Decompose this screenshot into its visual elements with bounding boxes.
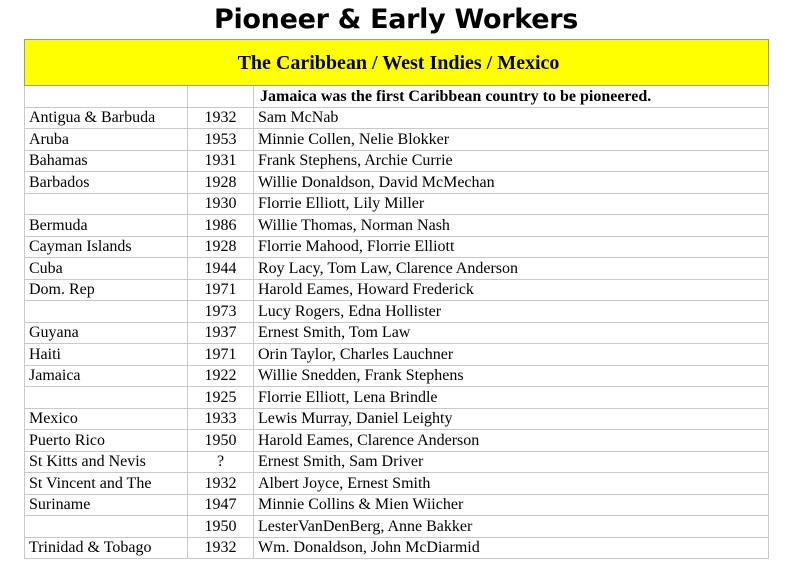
table-row xyxy=(25,258,769,280)
table-row xyxy=(25,451,769,473)
banner-row xyxy=(25,40,769,86)
year-cell: 1971 xyxy=(188,344,254,366)
table-row xyxy=(25,107,769,129)
note-empty-cell xyxy=(188,86,254,108)
country-cell: Bahamas xyxy=(25,150,188,172)
names-cell: Harold Eames, Clarence Anderson xyxy=(254,430,769,452)
names-cell: Minnie Collen, Nelie Blokker xyxy=(254,129,769,151)
year-cell: 1937 xyxy=(188,322,254,344)
names-cell: LesterVanDenBerg, Anne Bakker xyxy=(254,516,769,538)
table-row xyxy=(25,150,769,172)
year-cell: 1932 xyxy=(188,473,254,495)
year-cell: 1971 xyxy=(188,279,254,301)
year-cell: 1947 xyxy=(188,494,254,516)
pioneer-table xyxy=(24,39,769,559)
note-row xyxy=(25,86,769,108)
year-cell: 1933 xyxy=(188,408,254,430)
names-cell: Willie Snedden, Frank Stephens xyxy=(254,365,769,387)
names-cell: Albert Joyce, Ernest Smith xyxy=(254,473,769,495)
country-cell: St Kitts and Nevis xyxy=(25,451,188,473)
year-cell: 1932 xyxy=(188,107,254,129)
year-cell: 1928 xyxy=(188,172,254,194)
year-cell: 1950 xyxy=(188,430,254,452)
names-cell: Wm. Donaldson, John McDiarmid xyxy=(254,537,769,559)
year-cell: 1922 xyxy=(188,365,254,387)
names-cell: Florrie Mahood, Florrie Elliott xyxy=(254,236,769,258)
country-cell xyxy=(25,193,188,215)
table-row xyxy=(25,494,769,516)
table-row xyxy=(25,408,769,430)
table-row xyxy=(25,279,769,301)
table-row xyxy=(25,344,769,366)
names-cell: Lewis Murray, Daniel Leighty xyxy=(254,408,769,430)
country-cell: Mexico xyxy=(25,408,188,430)
year-cell: 1925 xyxy=(188,387,254,409)
country-cell: Guyana xyxy=(25,322,188,344)
table-row xyxy=(25,215,769,237)
country-cell xyxy=(25,387,188,409)
banner-title: The Caribbean / West Indies / Mexico xyxy=(25,40,769,86)
country-cell: Trinidad & Tobago xyxy=(25,537,188,559)
names-cell: Willie Donaldson, David McMechan xyxy=(254,172,769,194)
country-cell: St Vincent and The xyxy=(25,473,188,495)
table-row xyxy=(25,516,769,538)
names-cell: Lucy Rogers, Edna Hollister xyxy=(254,301,769,323)
names-cell: Roy Lacy, Tom Law, Clarence Anderson xyxy=(254,258,769,280)
table-row xyxy=(25,387,769,409)
names-cell: Harold Eames, Howard Frederick xyxy=(254,279,769,301)
country-cell: Suriname xyxy=(25,494,188,516)
country-cell: Haiti xyxy=(25,344,188,366)
table-row xyxy=(25,322,769,344)
names-cell: Sam McNab xyxy=(254,107,769,129)
country-cell: Barbados xyxy=(25,172,188,194)
table-row xyxy=(25,301,769,323)
country-cell: Cuba xyxy=(25,258,188,280)
names-cell: Ernest Smith, Sam Driver xyxy=(254,451,769,473)
names-cell: Frank Stephens, Archie Currie xyxy=(254,150,769,172)
page-title: Pioneer & Early Workers xyxy=(213,4,579,35)
table-row xyxy=(25,473,769,495)
note-empty-cell xyxy=(25,86,188,108)
country-cell: Dom. Rep xyxy=(25,279,188,301)
names-cell: Florrie Elliott, Lily Miller xyxy=(254,193,769,215)
table-row xyxy=(25,172,769,194)
country-cell: Antigua & Barbuda xyxy=(25,107,188,129)
year-cell: 1928 xyxy=(188,236,254,258)
country-cell: Jamaica xyxy=(25,365,188,387)
year-cell: 1973 xyxy=(188,301,254,323)
year-cell: 1932 xyxy=(188,537,254,559)
country-cell: Aruba xyxy=(25,129,188,151)
country-cell xyxy=(25,516,188,538)
country-cell xyxy=(25,301,188,323)
names-cell: Orin Taylor, Charles Lauchner xyxy=(254,344,769,366)
table-row xyxy=(25,193,769,215)
year-cell: ? xyxy=(188,451,254,473)
year-cell: 1950 xyxy=(188,516,254,538)
table-row xyxy=(25,537,769,559)
table-row xyxy=(25,129,769,151)
note-text: Jamaica was the first Caribbean country to be pioneered. xyxy=(254,86,769,108)
country-cell: Puerto Rico xyxy=(25,430,188,452)
year-cell: 1930 xyxy=(188,193,254,215)
table-row xyxy=(25,236,769,258)
year-cell: 1931 xyxy=(188,150,254,172)
table-row xyxy=(25,365,769,387)
year-cell: 1944 xyxy=(188,258,254,280)
names-cell: Ernest Smith, Tom Law xyxy=(254,322,769,344)
names-cell: Minnie Collins & Mien Wiicher xyxy=(254,494,769,516)
names-cell: Florrie Elliott, Lena Brindle xyxy=(254,387,769,409)
year-cell: 1953 xyxy=(188,129,254,151)
country-cell: Bermuda xyxy=(25,215,188,237)
table-row xyxy=(25,430,769,452)
year-cell: 1986 xyxy=(188,215,254,237)
names-cell: Willie Thomas, Norman Nash xyxy=(254,215,769,237)
country-cell: Cayman Islands xyxy=(25,236,188,258)
